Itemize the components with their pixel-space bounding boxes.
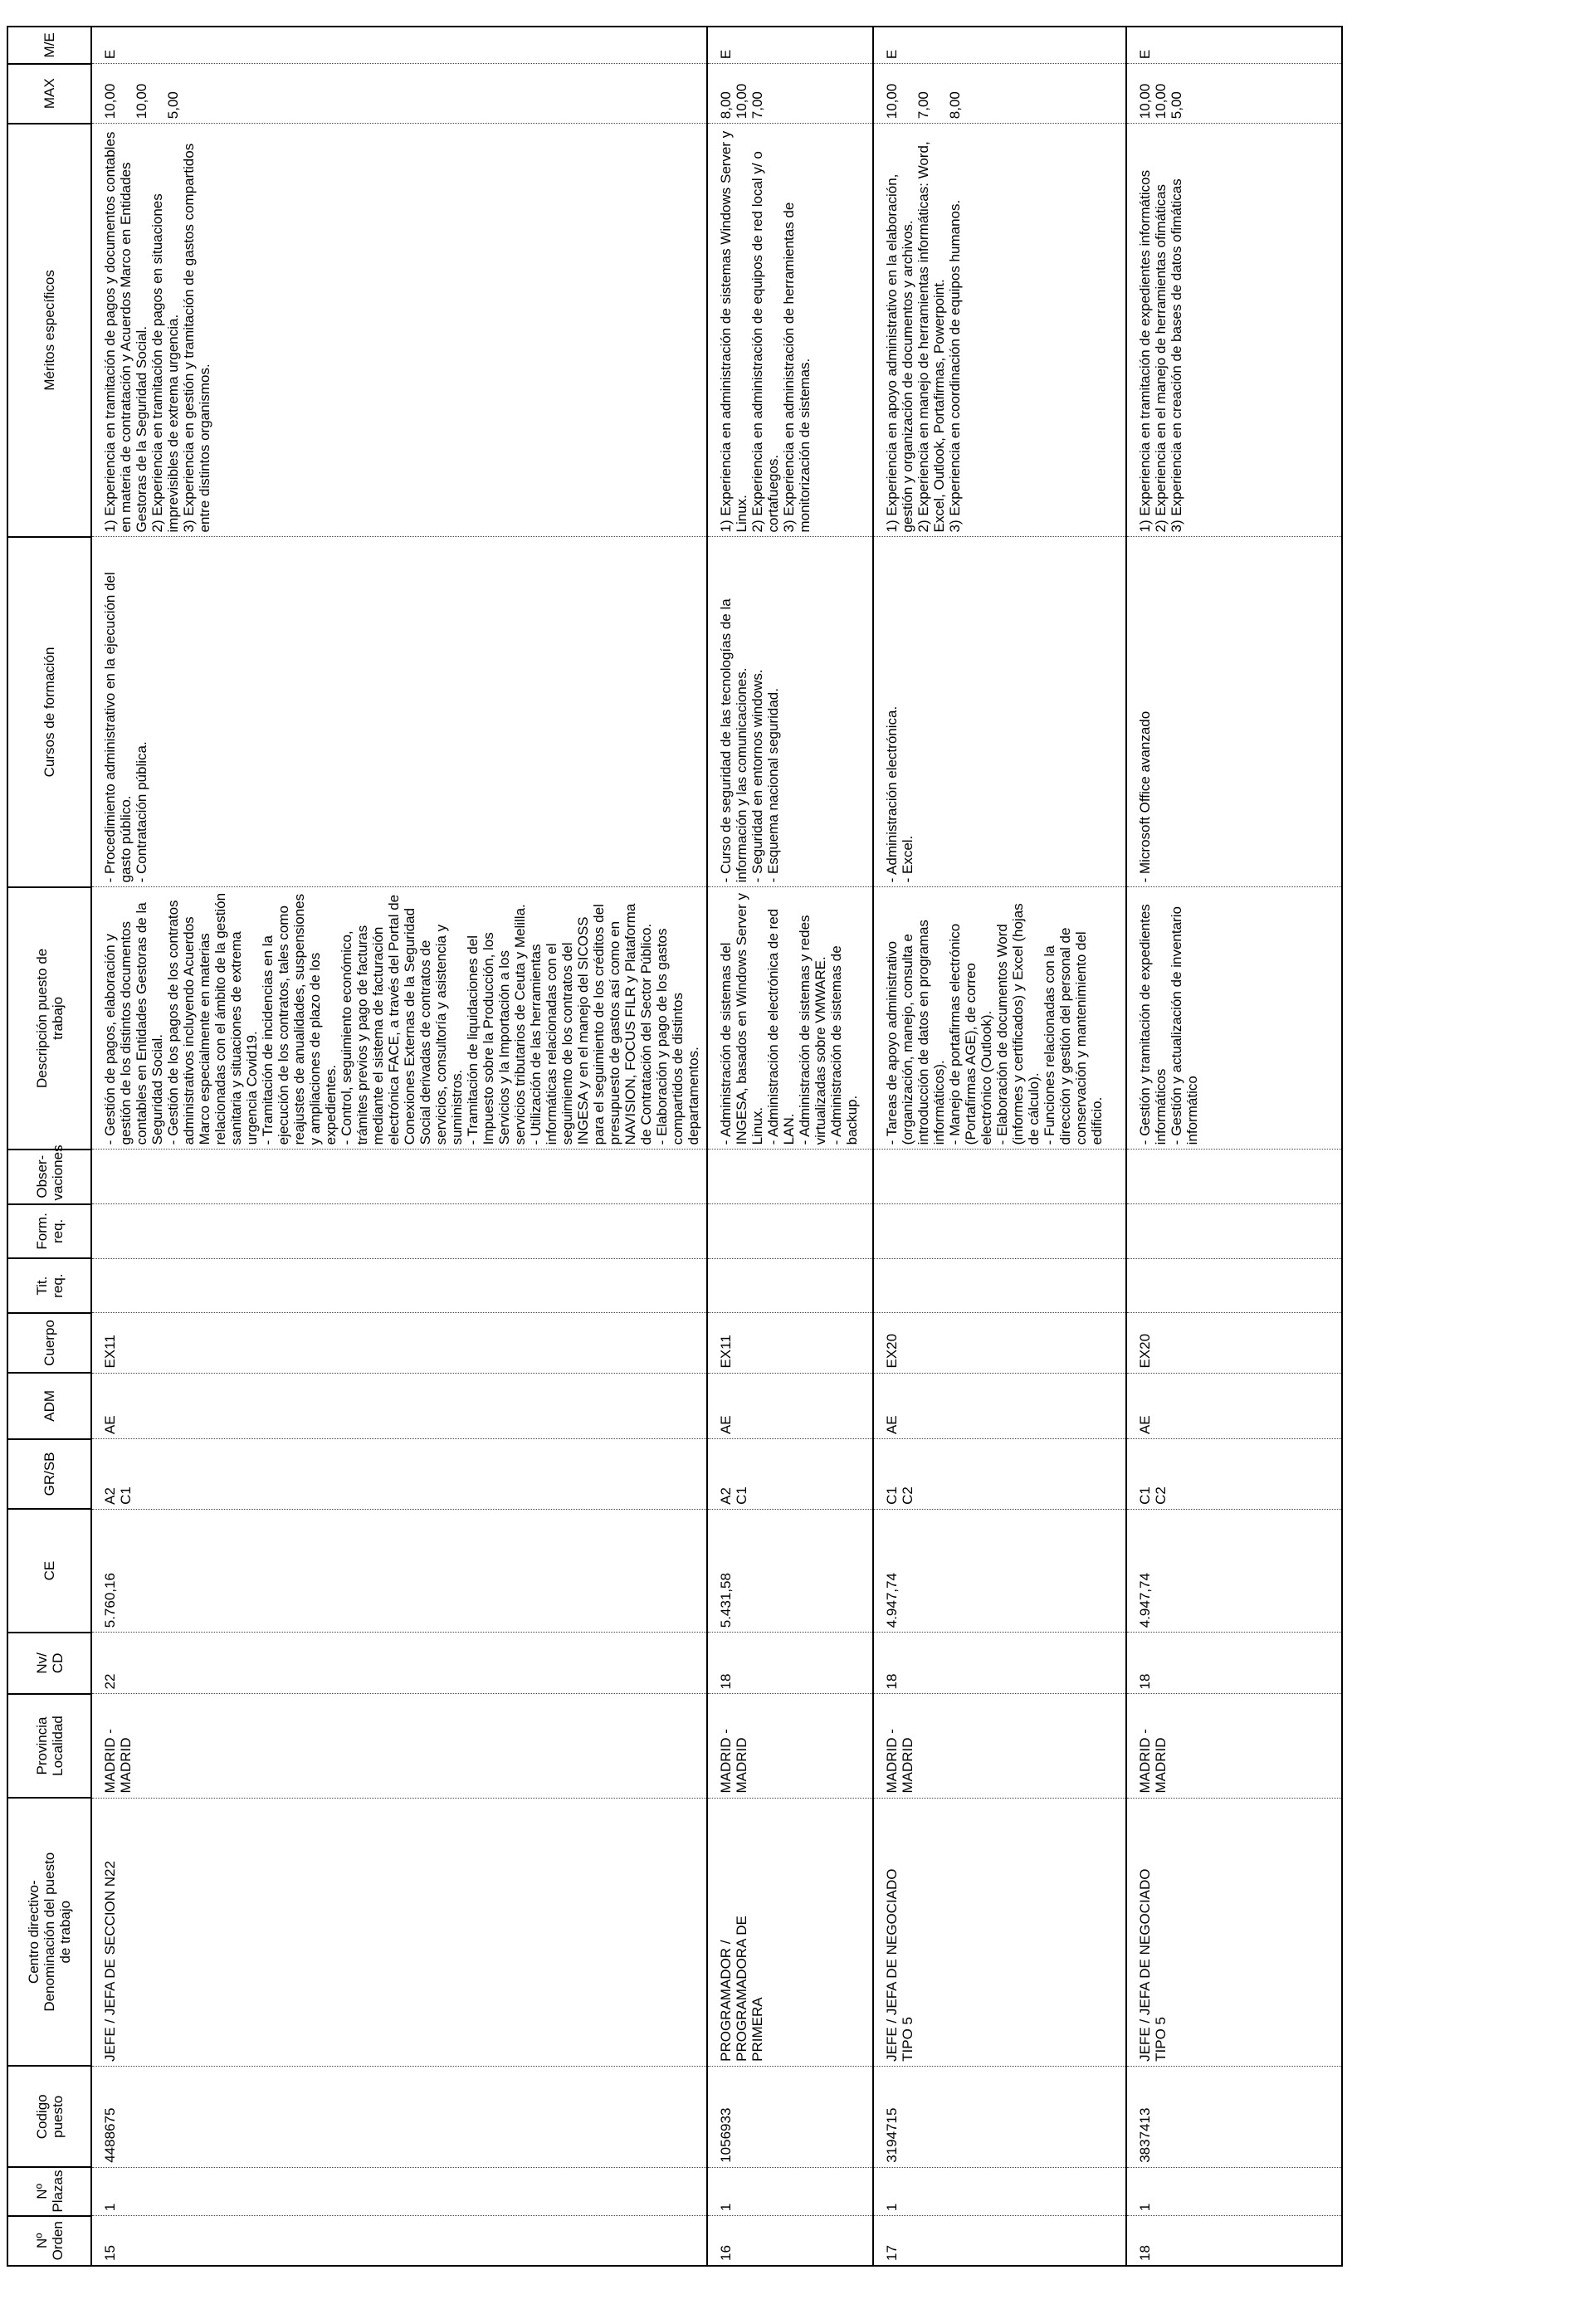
cell-form <box>1126 1204 1342 1259</box>
cell-adm: AE <box>873 1373 1126 1439</box>
cell-cuerpo: EX11 <box>91 1313 707 1373</box>
cell-plazas: 1 <box>1126 2167 1342 2215</box>
header-plazas: Nº Plazas <box>7 2167 91 2215</box>
header-cuerpo: Cuerpo <box>7 1313 91 1373</box>
cell-me: E <box>707 27 873 64</box>
cell-provincia: MADRID - MADRID <box>873 1694 1126 1798</box>
cell-meritos: 1) Experiencia en apoyo administrativo en la elaboración, gestión y organización de documentos y archivos. 2) Experiencia en manejo de herramientas informáticas: Word, Excel, Outlook, Portafirmas, Powerpoint. 3) Experiencia en coordinación de equipos humanos. <box>873 124 1126 537</box>
header-nivel: Nv/ CD <box>7 1633 91 1694</box>
cell-descripcion: - Tareas de apoyo administrativo (organización, manejo, consulta e introducción de datos en programas informáticos). - Manejo de portafirmas electrónico (Portafirmas AGE), de correo electrónico (Outlook). - Elaboración de documentos Word (informes y certificados) y Excel (hojas de cálculo). - Funciones relacionadas con la dirección y gestión del personal de conservación y mantenimiento del edificio. <box>873 887 1126 1150</box>
job-positions-table <box>7 26 1343 2267</box>
cell-obs <box>707 1150 873 1204</box>
cell-orden: 17 <box>873 2216 1126 2266</box>
cell-grupo: C1 C2 <box>1126 1439 1342 1510</box>
table-row <box>91 27 707 2266</box>
table-row <box>707 27 873 2266</box>
cell-tit <box>91 1258 707 1313</box>
cell-cursos: - Administración electrónica. - Excel. <box>873 537 1126 887</box>
cell-cursos: - Microsoft Office avanzado <box>1126 537 1342 887</box>
cell-tit <box>873 1258 1126 1313</box>
cell-provincia: MADRID - MADRID <box>707 1694 873 1798</box>
cell-form <box>707 1204 873 1259</box>
cell-centro: JEFE / JEFA DE SECCION N22 <box>91 1798 707 2066</box>
cell-nivel: 18 <box>707 1633 873 1694</box>
header-tit: Tit. req. <box>7 1258 91 1313</box>
cell-ce: 4.947,74 <box>1126 1509 1342 1632</box>
cell-max: 10,00 10,00 5,00 <box>91 64 707 124</box>
cell-me: E <box>1126 27 1342 64</box>
cell-codigo: 3194715 <box>873 2066 1126 2167</box>
header-grupo: GR/SB <box>7 1439 91 1510</box>
cell-centro: PROGRAMADOR / PROGRAMADORA DE PRIMERA <box>707 1798 873 2066</box>
header-meritos: Méritos específicos <box>7 124 91 537</box>
header-orden: Nº Orden <box>7 2216 91 2266</box>
cell-max: 8,00 10,00 7,00 <box>707 64 873 124</box>
header-row <box>7 27 91 2266</box>
cell-meritos: 1) Experiencia en administración de sistemas Windows Server y Linux. 2) Experiencia en administración de equipos de red local y/ o cortafuegos. 3) Experiencia en administración de herramientas de monitorización de sistemas. <box>707 124 873 537</box>
cell-codigo: 1056933 <box>707 2066 873 2167</box>
header-ce: CE <box>7 1509 91 1632</box>
table-row <box>873 27 1126 2266</box>
cell-me: E <box>91 27 707 64</box>
cell-cuerpo: EX20 <box>873 1313 1126 1373</box>
cell-nivel: 18 <box>1126 1633 1342 1694</box>
header-provincia: Provincia Localidad <box>7 1694 91 1798</box>
cell-grupo: A2 C1 <box>91 1439 707 1510</box>
cell-meritos: 1) Experiencia en tramitación de pagos y documentos contables en materia de contratación y Acuerdos Marco en Entidades Gestoras de la Seguridad Social. 2) Experiencia en tramitación de pagos en situaciones imprevisibles de extrema urgencia. 3) Experiencia en gestión y tramitación de gastos compartidos entre distintos organismos. <box>91 124 707 537</box>
cell-tit <box>1126 1258 1342 1313</box>
cell-max: 10,00 10,00 5,00 <box>1126 64 1342 124</box>
cell-cursos: - Procedimiento administrativo en la ejecución del gasto público. - Contratación pública. <box>91 537 707 887</box>
cell-meritos: 1) Experiencia en tramitación de expedientes informáticos 2) Experiencia en el manejo de herramientas ofimáticas 3) Experiencia en creación de bases de datos ofimáticas <box>1126 124 1342 537</box>
header-centro: Centro directivo- Denominación del puesto de trabajo <box>7 1798 91 2066</box>
header-adm: ADM <box>7 1373 91 1439</box>
cell-tit <box>707 1258 873 1313</box>
cell-descripcion: - Gestión de pagos, elaboración y gestión de los distintos documentos contables en Entidades Gestoras de la Seguridad Social. - Gestión de los pagos de los contratos administrativos incluyendo Acuerdos Marco especialmente en materias relacionadas con el ámbito de la gestión sanitaria y situaciones de extrema urgencia Covid19. - Tramitación de incidencias en la ejecución de los contratos, tales como reajustes de anualidades, suspensiones y ampliaciones de plazo de los expedientes. - Control, seguimiento económico, trámites previos y pago de facturas mediante el sistema de facturación electrónica FACE, a través del Portal de Conexiones Externas de la Seguridad Social derivadas de contratos de servicios, consultoría y asistencia y suministros. - Tramitación de liquidaciones del Impuesto sobre la Producción, los Servicios y la Importación a los servicios tributarios de Ceuta y Melilla. - Utilización de las herramientas informáticas relacionadas con el seguimiento de los contratos del INGESA y en el manejo del SICOSS para el seguimiento de los créditos del presupuesto de gastos así como en NAVISION, FOCUS FILR y Plataforma de Contratación del Sector Público. - Elaboración y pago de los gastos compartidos de distintos departamentos. <box>91 887 707 1150</box>
cell-provincia: MADRID - MADRID <box>91 1694 707 1798</box>
cell-ce: 5.431,58 <box>707 1509 873 1632</box>
cell-form <box>873 1204 1126 1259</box>
header-obs: Obser- vaciones <box>7 1150 91 1204</box>
cell-orden: 16 <box>707 2216 873 2266</box>
header-me: M/E <box>7 27 91 64</box>
cell-provincia: MADRID - MADRID <box>1126 1694 1342 1798</box>
cell-grupo: C1 C2 <box>873 1439 1126 1510</box>
cell-obs <box>873 1150 1126 1204</box>
cell-cuerpo: EX20 <box>1126 1313 1342 1373</box>
cell-nivel: 18 <box>873 1633 1126 1694</box>
cell-plazas: 1 <box>707 2167 873 2215</box>
cell-plazas: 1 <box>873 2167 1126 2215</box>
header-descripcion: Descripción puesto de trabajo <box>7 887 91 1150</box>
cell-orden: 15 <box>91 2216 707 2266</box>
cell-nivel: 22 <box>91 1633 707 1694</box>
cell-adm: AE <box>91 1373 707 1439</box>
cell-obs <box>91 1150 707 1204</box>
cell-obs <box>1126 1150 1342 1204</box>
header-form: Form. req. <box>7 1204 91 1259</box>
cell-descripcion: - Gestión y tramitación de expedientes informáticos - Gestión y actualización de inventario informático <box>1126 887 1342 1150</box>
table-row <box>1126 27 1342 2266</box>
cell-max: 10,00 7,00 8,00 <box>873 64 1126 124</box>
cell-centro: JEFE / JEFA DE NEGOCIADO TIPO 5 <box>1126 1798 1342 2066</box>
cell-codigo: 4488675 <box>91 2066 707 2167</box>
cell-cuerpo: EX11 <box>707 1313 873 1373</box>
header-cursos: Cursos de formación <box>7 537 91 887</box>
cell-codigo: 3837413 <box>1126 2066 1342 2167</box>
cell-cursos: - Curso de seguridad de las tecnologías de la información y las comunicaciones. - Seguridad en entornos windows. - Esquema nacional seguridad. <box>707 537 873 887</box>
header-codigo: Codigo puesto <box>7 2066 91 2167</box>
cell-adm: AE <box>1126 1373 1342 1439</box>
cell-grupo: A2 C1 <box>707 1439 873 1510</box>
cell-descripcion: - Administración de sistemas del INGESA, basados en Windows Server y Linux. - Administración de electrónica de red LAN. - Administración de sistemas y redes virtualizadas sobre VMWARE. - Administración de sistemas de backup. <box>707 887 873 1150</box>
cell-centro: JEFE / JEFA DE NEGOCIADO TIPO 5 <box>873 1798 1126 2066</box>
cell-ce: 4.947,74 <box>873 1509 1126 1632</box>
cell-adm: AE <box>707 1373 873 1439</box>
cell-ce: 5.760,16 <box>91 1509 707 1632</box>
cell-me: E <box>873 27 1126 64</box>
cell-plazas: 1 <box>91 2167 707 2215</box>
header-max: MAX <box>7 64 91 124</box>
cell-form <box>91 1204 707 1259</box>
cell-orden: 18 <box>1126 2216 1342 2266</box>
